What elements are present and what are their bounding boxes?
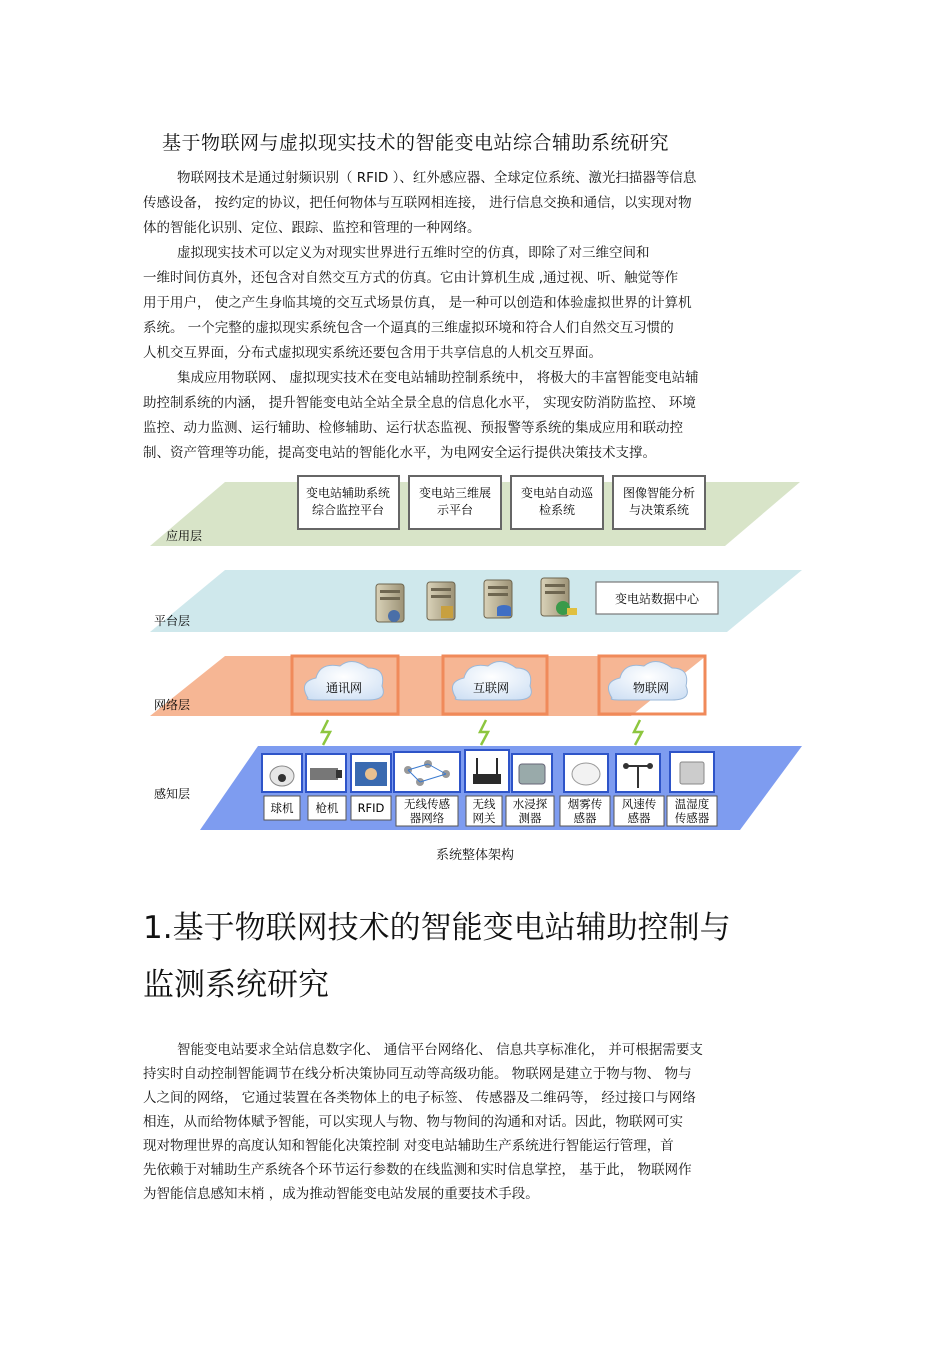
svg-text:通讯网: 通讯网 — [325, 681, 363, 695]
system-architecture-diagram — [140, 470, 810, 840]
svg-text:图像智能分析: 图像智能分析 — [622, 486, 696, 500]
text-line: 监控、动力监测、运行辅助、检修辅助、运行状态监视、预报警等系统的集成应用和联动控 — [143, 420, 683, 436]
text-line: 先依赖于对辅助生产系统各个环节运行参数的在线监测和实时信息掌控， 基于此， 物联网作 — [143, 1162, 692, 1178]
app-box-4 — [613, 476, 705, 529]
layer-label-platform: 平台层 — [154, 614, 191, 628]
svg-text:示平台: 示平台 — [436, 503, 474, 517]
app-box-1 — [298, 476, 399, 529]
svg-text:无线传感: 无线传感 — [404, 797, 450, 811]
section-paragraph — [143, 1038, 808, 1206]
text-line: 助控制系统的内涵， 提升智能变电站全站全景全息的信息化水平， 实现安防消防监控、 环境 — [143, 395, 696, 411]
device-bullet-camera — [306, 754, 346, 820]
text-line: 人之间的网络， 它通过装置在各类物体上的电子标签、 传感器及二维码等， 经过接口与网络 — [143, 1090, 696, 1106]
svg-text:温湿度: 温湿度 — [674, 797, 710, 811]
svg-text:变电站自动巡: 变电站自动巡 — [520, 486, 594, 500]
device-water-leak-detector — [506, 754, 554, 826]
text-line: 人机交互界面，分布式虚拟现实系统还要包含用于共享信息的人机交互界面。 — [143, 345, 602, 361]
page-title: 基于物联网与虚拟现实技术的智能变电站综合辅助系统研究 — [162, 132, 670, 154]
text-line: 用于用户， 使之产生身临其境的交互式场景仿真， 是一种可以创造和体验虚拟世界的计算机 — [143, 295, 692, 311]
svg-text:传感器: 传感器 — [674, 811, 710, 825]
svg-text:互联网: 互联网 — [472, 681, 510, 695]
device-wireless-sensor-network — [394, 752, 460, 826]
text-line: 体的智能化识别、定位、跟踪、监控和管理的一种网络。 — [143, 220, 481, 236]
svg-text:感器: 感器 — [627, 811, 651, 825]
server-icon — [376, 584, 404, 622]
svg-text:枪机: 枪机 — [315, 801, 339, 815]
database-server-icon — [484, 580, 512, 618]
text-line: 传感设备， 按约定的协议，把任何物体与互联网相连接， 进行信息交换和通信，以实现对物 — [143, 195, 692, 211]
intro-paragraph-2 — [143, 241, 808, 366]
svg-text:烟雾传: 烟雾传 — [567, 797, 603, 811]
svg-text:测器: 测器 — [518, 811, 542, 825]
svg-text:网关: 网关 — [472, 811, 496, 825]
text-line: 现对物理世界的高度认知和智能化决策控制 对变电站辅助生产系统进行智能运行管理，首 — [143, 1138, 674, 1154]
device-dome-camera — [262, 754, 302, 820]
svg-text:水浸探: 水浸探 — [512, 797, 548, 811]
text-line: 智能变电站要求全站信息数字化、 通信平台网络化、 信息共享标准化， 并可根据需要支 — [177, 1042, 703, 1058]
intro-paragraph-3 — [143, 366, 808, 466]
layer-label-sensing: 感知层 — [154, 787, 191, 801]
datacenter-box — [596, 582, 718, 614]
text-line: 系统。 一个完整的虚拟现实系统包含一个逼真的三维虚拟环境和符合人们自然交互习惯的 — [143, 320, 674, 336]
svg-text:感器: 感器 — [573, 811, 597, 825]
device-wind-speed-sensor — [614, 754, 664, 826]
text-line: 持实时自动控制智能调节在线分析决策协同互动等高级功能。 物联网是建立于物与物、 物与 — [143, 1066, 692, 1082]
svg-text:变电站辅助系统: 变电站辅助系统 — [305, 486, 391, 500]
svg-text:RFID: RFID — [357, 801, 385, 815]
svg-text:综合监控平台: 综合监控平台 — [311, 503, 385, 517]
intro-paragraph-1 — [143, 166, 808, 241]
svg-text:变电站数据中心: 变电站数据中心 — [614, 592, 700, 606]
text-line: 制、资产管理等功能，提高变电站的智能化水平，为电网安全运行提供决策技术支撑。 — [143, 445, 656, 461]
svg-text:器网络: 器网络 — [409, 811, 445, 825]
svg-text:物联网: 物联网 — [632, 681, 670, 695]
svg-text:无线: 无线 — [472, 797, 496, 811]
app-box-3 — [511, 476, 603, 529]
text-line: 一维时间仿真外，还包含对自然交互方式的仿真。它由计算机生成 ,通过视、听、触觉等作 — [143, 270, 679, 286]
layer-label-application: 应用层 — [166, 529, 203, 543]
svg-text:风速传: 风速传 — [621, 797, 657, 811]
text-line: 集成应用物联网、 虚拟现实技术在变电站辅助控制系统中， 将极大的丰富智能变电站辅 — [177, 370, 699, 386]
svg-text:球机: 球机 — [270, 801, 294, 815]
device-smoke-sensor — [560, 754, 610, 826]
text-line: 虚拟现实技术可以定义为对现实世界进行五维时空的仿真，即除了对三维空间和 — [177, 245, 650, 261]
device-wireless-gateway — [465, 750, 509, 826]
wireless-link-icon — [634, 720, 642, 745]
section-heading-line-2: 监测系统研究 — [143, 967, 329, 1003]
text-line: 为智能信息感知末梢 ，成为推动智能变电站发展的重要技术手段。 — [143, 1186, 539, 1202]
text-line: 物联网技术是通过射频识别（ RFID ）、红外感应器、全球定位系统、激光扫描器等信息 — [177, 170, 697, 186]
diagram-caption: 系统整体架构 — [435, 848, 514, 863]
layer-label-network: 网络层 — [154, 698, 191, 712]
wireless-link-icon — [480, 720, 488, 745]
app-box-2 — [409, 476, 501, 529]
server-icon — [427, 582, 455, 620]
svg-text:与决策系统: 与决策系统 — [628, 503, 690, 517]
svg-text:变电站三维展: 变电站三维展 — [418, 486, 492, 500]
section-heading-line-1: 1.基于物联网技术的智能变电站辅助控制与 — [143, 910, 731, 946]
device-temp-humidity-sensor — [667, 752, 717, 826]
device-rfid — [351, 754, 391, 820]
text-line: 相连，从而给物体赋予智能，可以实现人与物、物与物间的沟通和对话。因此，物联网可实 — [143, 1114, 683, 1130]
svg-text:检系统: 检系统 — [538, 503, 576, 517]
wireless-link-icon — [322, 720, 330, 745]
